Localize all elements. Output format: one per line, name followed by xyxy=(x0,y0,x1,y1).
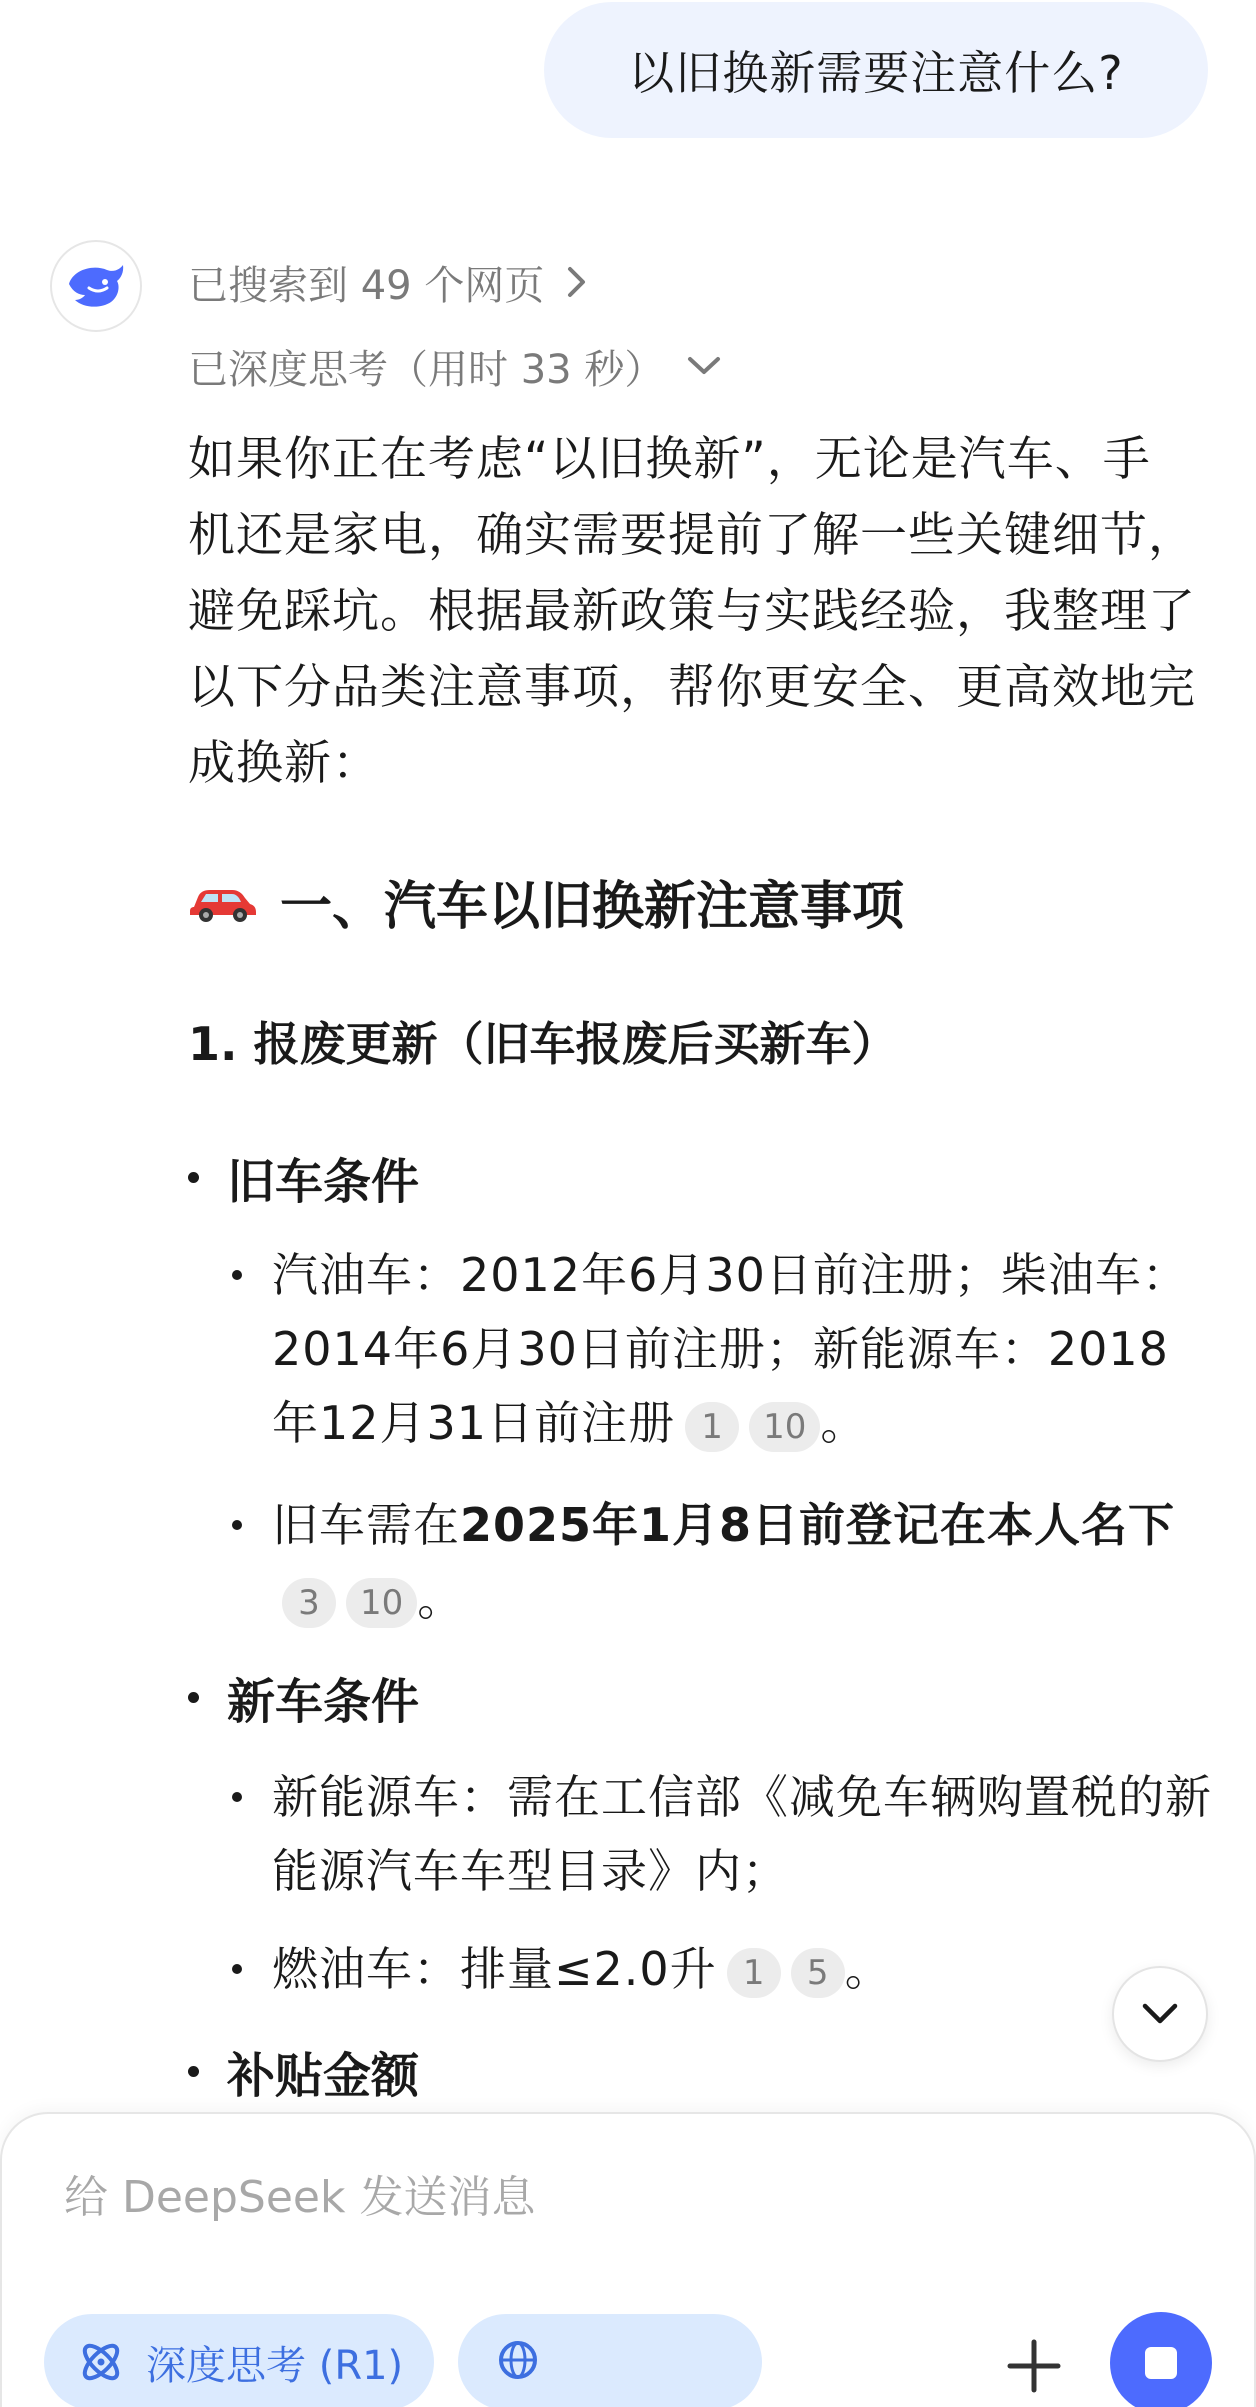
user-message-bubble xyxy=(544,2,1208,138)
scroll-to-bottom-button[interactable] xyxy=(1112,1966,1208,2062)
period: 。 xyxy=(844,1942,892,1996)
deep-think-label: 深度思考 (R1) xyxy=(146,2342,404,2389)
emphasis-text: 2025年1月8日前登记在本人名下 xyxy=(460,1498,1176,1552)
sub-list-item xyxy=(232,1932,1212,2006)
message-composer xyxy=(0,2112,1256,2407)
period: 。 xyxy=(820,1396,868,1450)
list-item-subsidy xyxy=(188,2036,419,2106)
sub-list-item xyxy=(232,1238,1212,1460)
search-status-text: 已搜索到 49 个网页 xyxy=(188,262,545,309)
deepseek-whale-icon xyxy=(65,262,127,310)
atom-icon xyxy=(76,2337,126,2387)
bullet xyxy=(232,1270,242,1280)
deepseek-avatar xyxy=(50,240,142,332)
citation-badge[interactable]: 1 xyxy=(727,1948,781,1998)
search-status-toggle[interactable] xyxy=(188,252,588,312)
attach-button[interactable] xyxy=(1002,2334,1066,2398)
bullet xyxy=(232,1520,242,1530)
sub-list-item-text: 新能源车：需在工信部《减免车辆购置税的新能源汽车车型目录》内； xyxy=(272,1770,1212,1898)
sub-list-item-text: 旧车需在 xyxy=(272,1498,460,1552)
citation-badge[interactable]: 3 xyxy=(282,1578,336,1628)
bullet xyxy=(188,1172,199,1183)
list-item-label: 新车条件 xyxy=(227,1673,420,1730)
chevron-down-icon xyxy=(686,355,722,377)
answer-body xyxy=(188,422,1198,802)
globe-icon xyxy=(498,2336,538,2388)
list-item-label: 补贴金额 xyxy=(227,2047,420,2104)
stop-generation-button[interactable] xyxy=(1110,2312,1212,2407)
sub-list-item-text: 汽油车：2012年6月30日前注册；柴油车：2014年6月30日前注册；新能源车：2018年12月31日前注册 xyxy=(272,1248,1189,1450)
plus-icon xyxy=(1006,2338,1062,2394)
sub-list-item xyxy=(232,1760,1212,1908)
user-message-text: 以旧换新需要注意什么? xyxy=(628,46,1124,100)
stop-icon xyxy=(1145,2347,1177,2379)
chevron-down-icon xyxy=(1140,2001,1180,2027)
citation-badge[interactable]: 5 xyxy=(791,1948,845,1998)
list-item-old-car xyxy=(188,1142,419,1212)
bullet xyxy=(232,1792,242,1802)
deep-think-toggle[interactable] xyxy=(44,2314,434,2407)
bullet xyxy=(232,1964,242,1974)
chevron-right-icon xyxy=(566,265,588,299)
sub-list-item xyxy=(232,1488,1212,1636)
section-heading-text: 一、汽车以旧换新注意事项 xyxy=(280,876,905,937)
period: 。 xyxy=(417,1572,465,1626)
subsection-heading: 1. 报废更新（旧车报废后买新车） xyxy=(188,1017,898,1071)
deep-think-status-toggle[interactable] xyxy=(188,336,722,396)
intro-paragraph: 如果你正在考虑“以旧换新”，无论是汽车、手机还是家电，确实需要提前了解一些关键细节，避免踩坑。根据最新政策与实践经验，我整理了以下分品类注意事项，帮你更安全、更高效地完成换新： xyxy=(188,432,1196,791)
message-input[interactable] xyxy=(64,2172,1164,2223)
red-car-icon xyxy=(188,877,258,925)
section-heading xyxy=(188,866,904,936)
citation-badge[interactable]: 10 xyxy=(749,1402,820,1452)
web-search-toggle[interactable] xyxy=(458,2314,762,2407)
citation-badge[interactable]: 1 xyxy=(685,1402,739,1452)
list-item-new-car xyxy=(188,1662,419,1732)
list-item-label: 旧车条件 xyxy=(227,1153,420,1210)
think-status-text: 已深度思考（用时 33 秒） xyxy=(188,346,665,393)
citation-badge[interactable]: 10 xyxy=(346,1578,417,1628)
bullet xyxy=(188,2066,199,2077)
sub-list-item-text: 燃油车：排量≤2.0升 xyxy=(272,1942,717,1996)
bullet xyxy=(188,1692,199,1703)
